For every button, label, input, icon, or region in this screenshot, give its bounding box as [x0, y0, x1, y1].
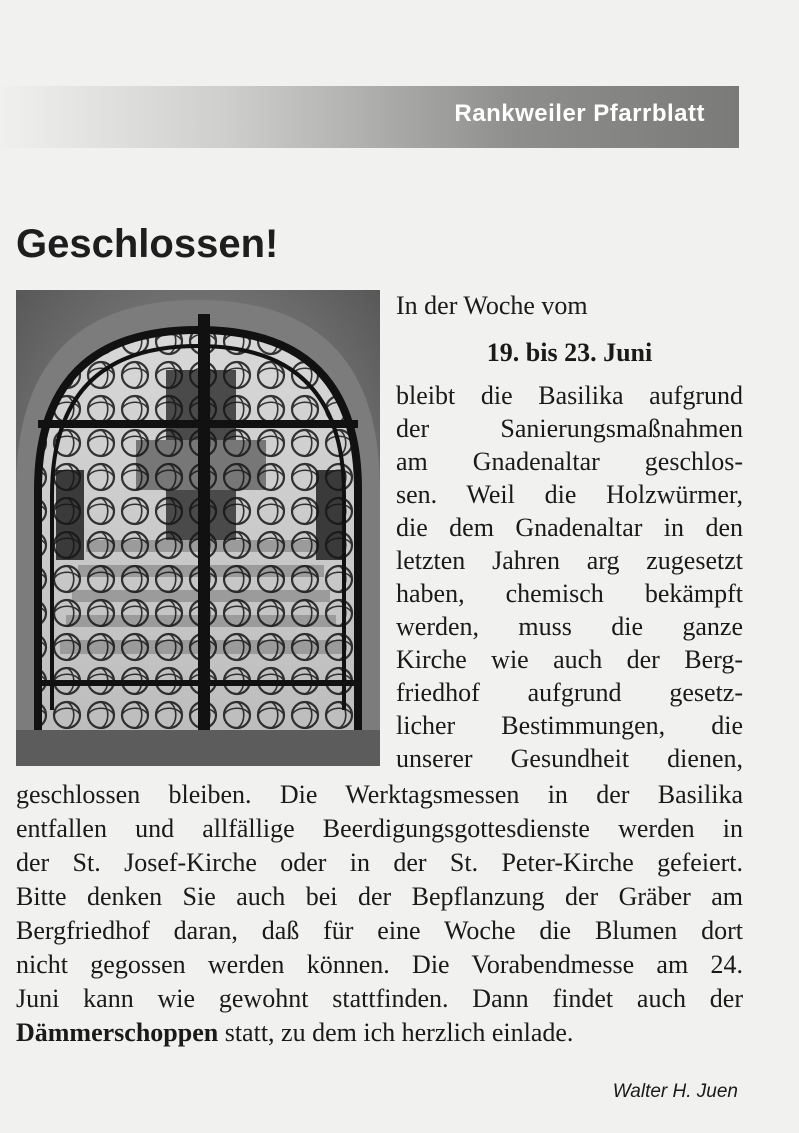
- event-name-bold: Dämmerschoppen: [16, 1018, 219, 1047]
- header-band: [0, 86, 739, 148]
- body-line-narrow: Kirche wie auch der Berg-: [396, 645, 743, 674]
- gate-photo: [16, 290, 380, 766]
- body-line-wide: Juni kann wie gewohnt stattfinden. Dann findet auch der: [16, 984, 743, 1013]
- body-line-narrow: sen. Weil die Holzwürmer,: [396, 480, 743, 509]
- body-line-narrow: letzten Jahren arg zugesetzt: [396, 546, 743, 575]
- body-line-narrow: der Sanierungsmaßnahmen: [396, 414, 743, 443]
- body-line-narrow: licher Bestimmungen, die: [396, 711, 743, 740]
- body-line-wide: der St. Josef-Kirche oder in der St. Peter-Kirche gefeiert.: [16, 848, 743, 877]
- body-line-narrow: die dem Gnadenaltar in den: [396, 513, 743, 542]
- body-line-wide: entfallen und allfällige Beerdigungsgottesdienste werden in: [16, 814, 743, 843]
- body-line-wide: nicht gegossen werden können. Die Vorabendmesse am 24.: [16, 950, 743, 979]
- body-line-wide: geschlossen bleiben. Die Werktagsmessen in der Basilika: [16, 780, 743, 809]
- gate-photo-image: [16, 290, 380, 766]
- article-headline: Geschlossen!: [16, 222, 279, 266]
- last-line-text: statt, zu dem ich herzlich einlade.: [218, 1018, 574, 1047]
- newsletter-title: Rankweiler Pfarrblatt: [454, 100, 705, 127]
- body-line-wide: Bitte denken Sie auch bei der Bepflanzung der Gräber am: [16, 882, 743, 911]
- body-last-line: [16, 1016, 573, 1049]
- body-line-narrow: unserer Gesundheit dienen,: [396, 744, 743, 773]
- body-line-narrow: haben, chemisch bekämpft: [396, 579, 743, 608]
- article-intro: In der Woche vom: [396, 291, 588, 320]
- body-line-narrow: friedhof aufgrund gesetz-: [396, 678, 743, 707]
- article-date-range: 19. bis 23. Juni: [486, 338, 653, 367]
- body-line-wide: Bergfriedhof daran, daß für eine Woche die Blumen dort: [16, 916, 743, 945]
- body-line-narrow: am Gnadenaltar geschlos-: [396, 447, 743, 476]
- body-line-narrow: bleibt die Basilika aufgrund: [396, 381, 743, 410]
- author-signature: Walter H. Juen: [612, 1081, 738, 1102]
- body-line-narrow: werden, muss die ganze: [396, 612, 743, 641]
